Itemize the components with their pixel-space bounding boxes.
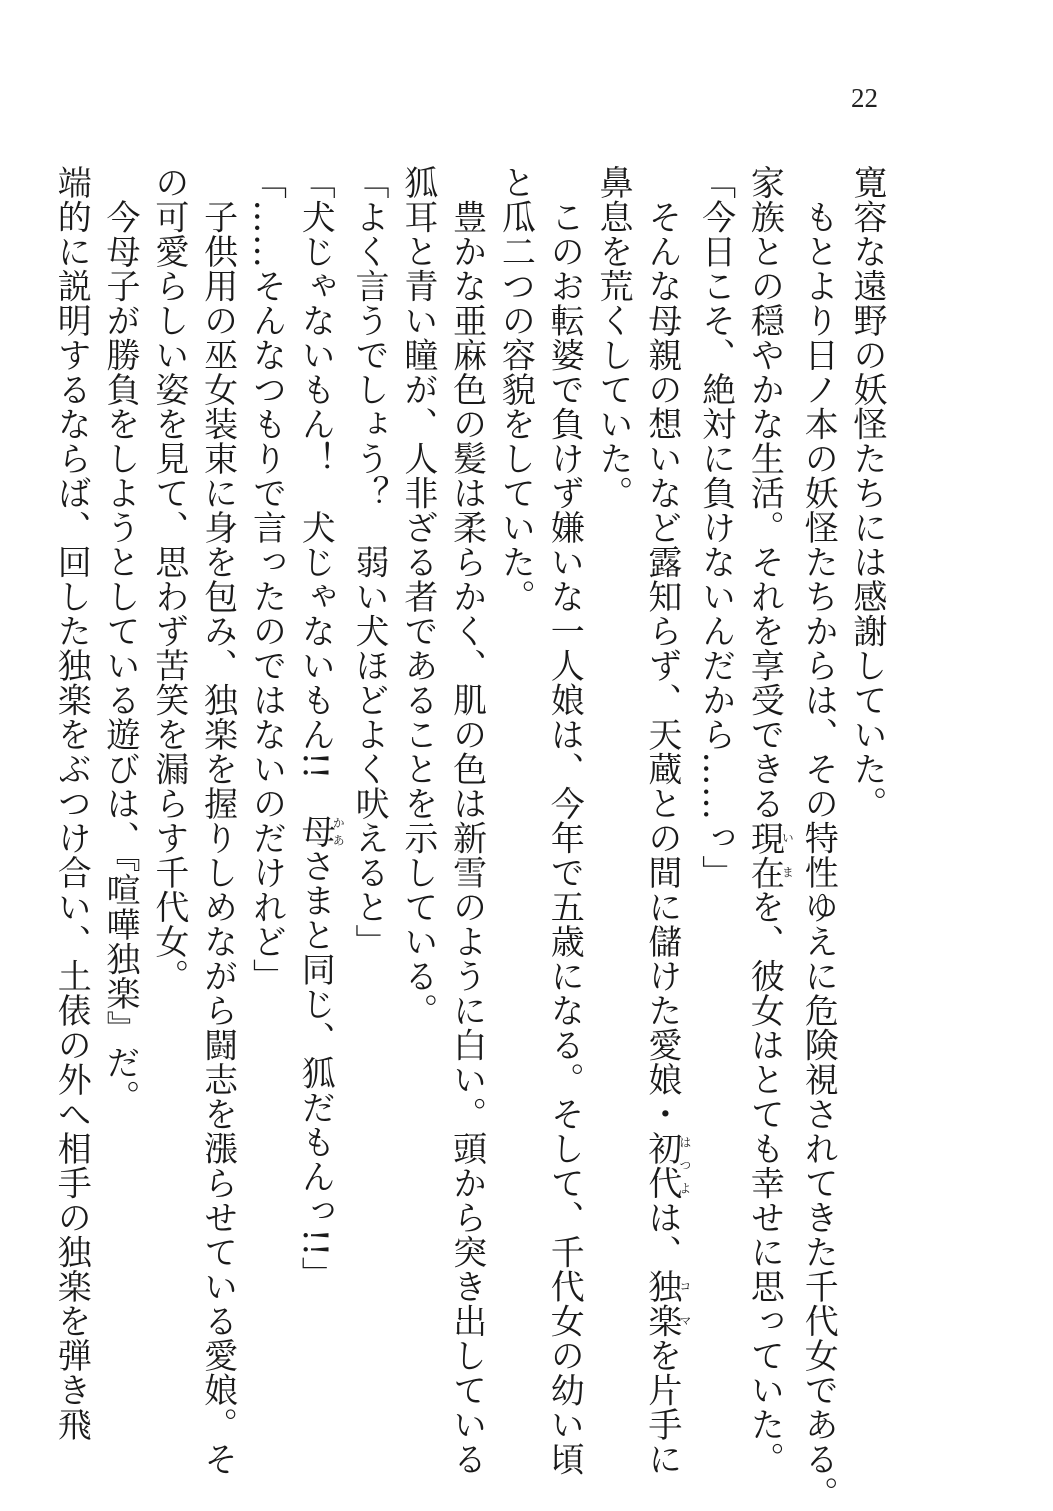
ruby-reading: かあ	[331, 814, 346, 849]
ruby-reading: コマ	[677, 1269, 692, 1338]
text-line: 豊かな亜麻色の髪は柔らかく、肌の色は新雪のように白い。頭から突き出している	[446, 165, 487, 1476]
text-line: 鼻息を荒くしていた。	[593, 165, 634, 510]
ruby-base: 初代	[641, 1131, 682, 1200]
ruby-word	[641, 1269, 692, 1338]
text-segment: 「犬じゃないもん！ 犬じゃないもん!!	[295, 165, 336, 815]
ruby-reading: いま	[780, 820, 795, 890]
text-line: 「よく言うでしょう？ 弱い犬ほどよく吠えると」	[349, 165, 390, 959]
ruby-word	[641, 1131, 692, 1200]
text-line: 寛容な遠野の妖怪たちには感謝していた。	[847, 165, 887, 821]
ruby-base: 母	[295, 814, 336, 849]
ruby-base: 独楽	[641, 1269, 682, 1338]
text-line: 子供用の巫女装束に身を包み、独楽を握りしめながら闘志を漲らせている愛娘。そ	[197, 165, 238, 1476]
ruby-word	[295, 814, 346, 849]
text-line: このお転婆で負けず嫌いな一人娘は、今年で五歳になる。そして、千代女の幼い頃	[544, 165, 585, 1476]
ruby-base: 現在	[744, 820, 785, 890]
body-text	[46, 165, 891, 1511]
text-line: 狐耳と青い瞳が、人非ざる者であることを示している。	[397, 165, 438, 1028]
text-line: と瓜二つの容貌をしていた。	[495, 165, 536, 614]
text-segment: 家族との穏やかな生活。それを享受できる	[744, 165, 785, 821]
text-line: の可愛らしい姿を見て、思わず苦笑を漏らす千代女。	[148, 165, 189, 993]
text-segment: さまと同じ、狐だもんっ!!」	[295, 848, 336, 1292]
text-line	[637, 165, 692, 1476]
text-line: 「今日こそ、絶対に負けないんだから……っ」	[695, 165, 736, 890]
text-segment: そんな母親の想いなど露知らず、天蔵との間に儲けた愛娘・	[641, 165, 682, 1131]
text-segment: を片手に	[641, 1338, 682, 1476]
text-line: 「……そんなつもりで言ったのではないのだけれど」	[246, 165, 287, 993]
ruby-word	[744, 820, 795, 890]
text-segment: は、	[641, 1200, 682, 1269]
text-line	[740, 165, 795, 1476]
ruby-reading: はつよ	[677, 1131, 692, 1200]
text-line: 今母子が勝負をしようとしている遊びは、『喧嘩独楽』だ。	[100, 165, 141, 1114]
text-line: 端的に説明するならば、回した独楽をぶつけ合い、土俵の外へ相手の独楽を弾き飛	[51, 165, 92, 1442]
text-segment: を、彼女はとても幸せに思っていた。	[744, 889, 785, 1476]
page-number: 22	[851, 83, 878, 113]
text-line	[290, 165, 344, 1395]
text-line: もとより日ノ本の妖怪たちからは、その特性ゆえに危険視されてきた千代女である。	[798, 165, 839, 1511]
